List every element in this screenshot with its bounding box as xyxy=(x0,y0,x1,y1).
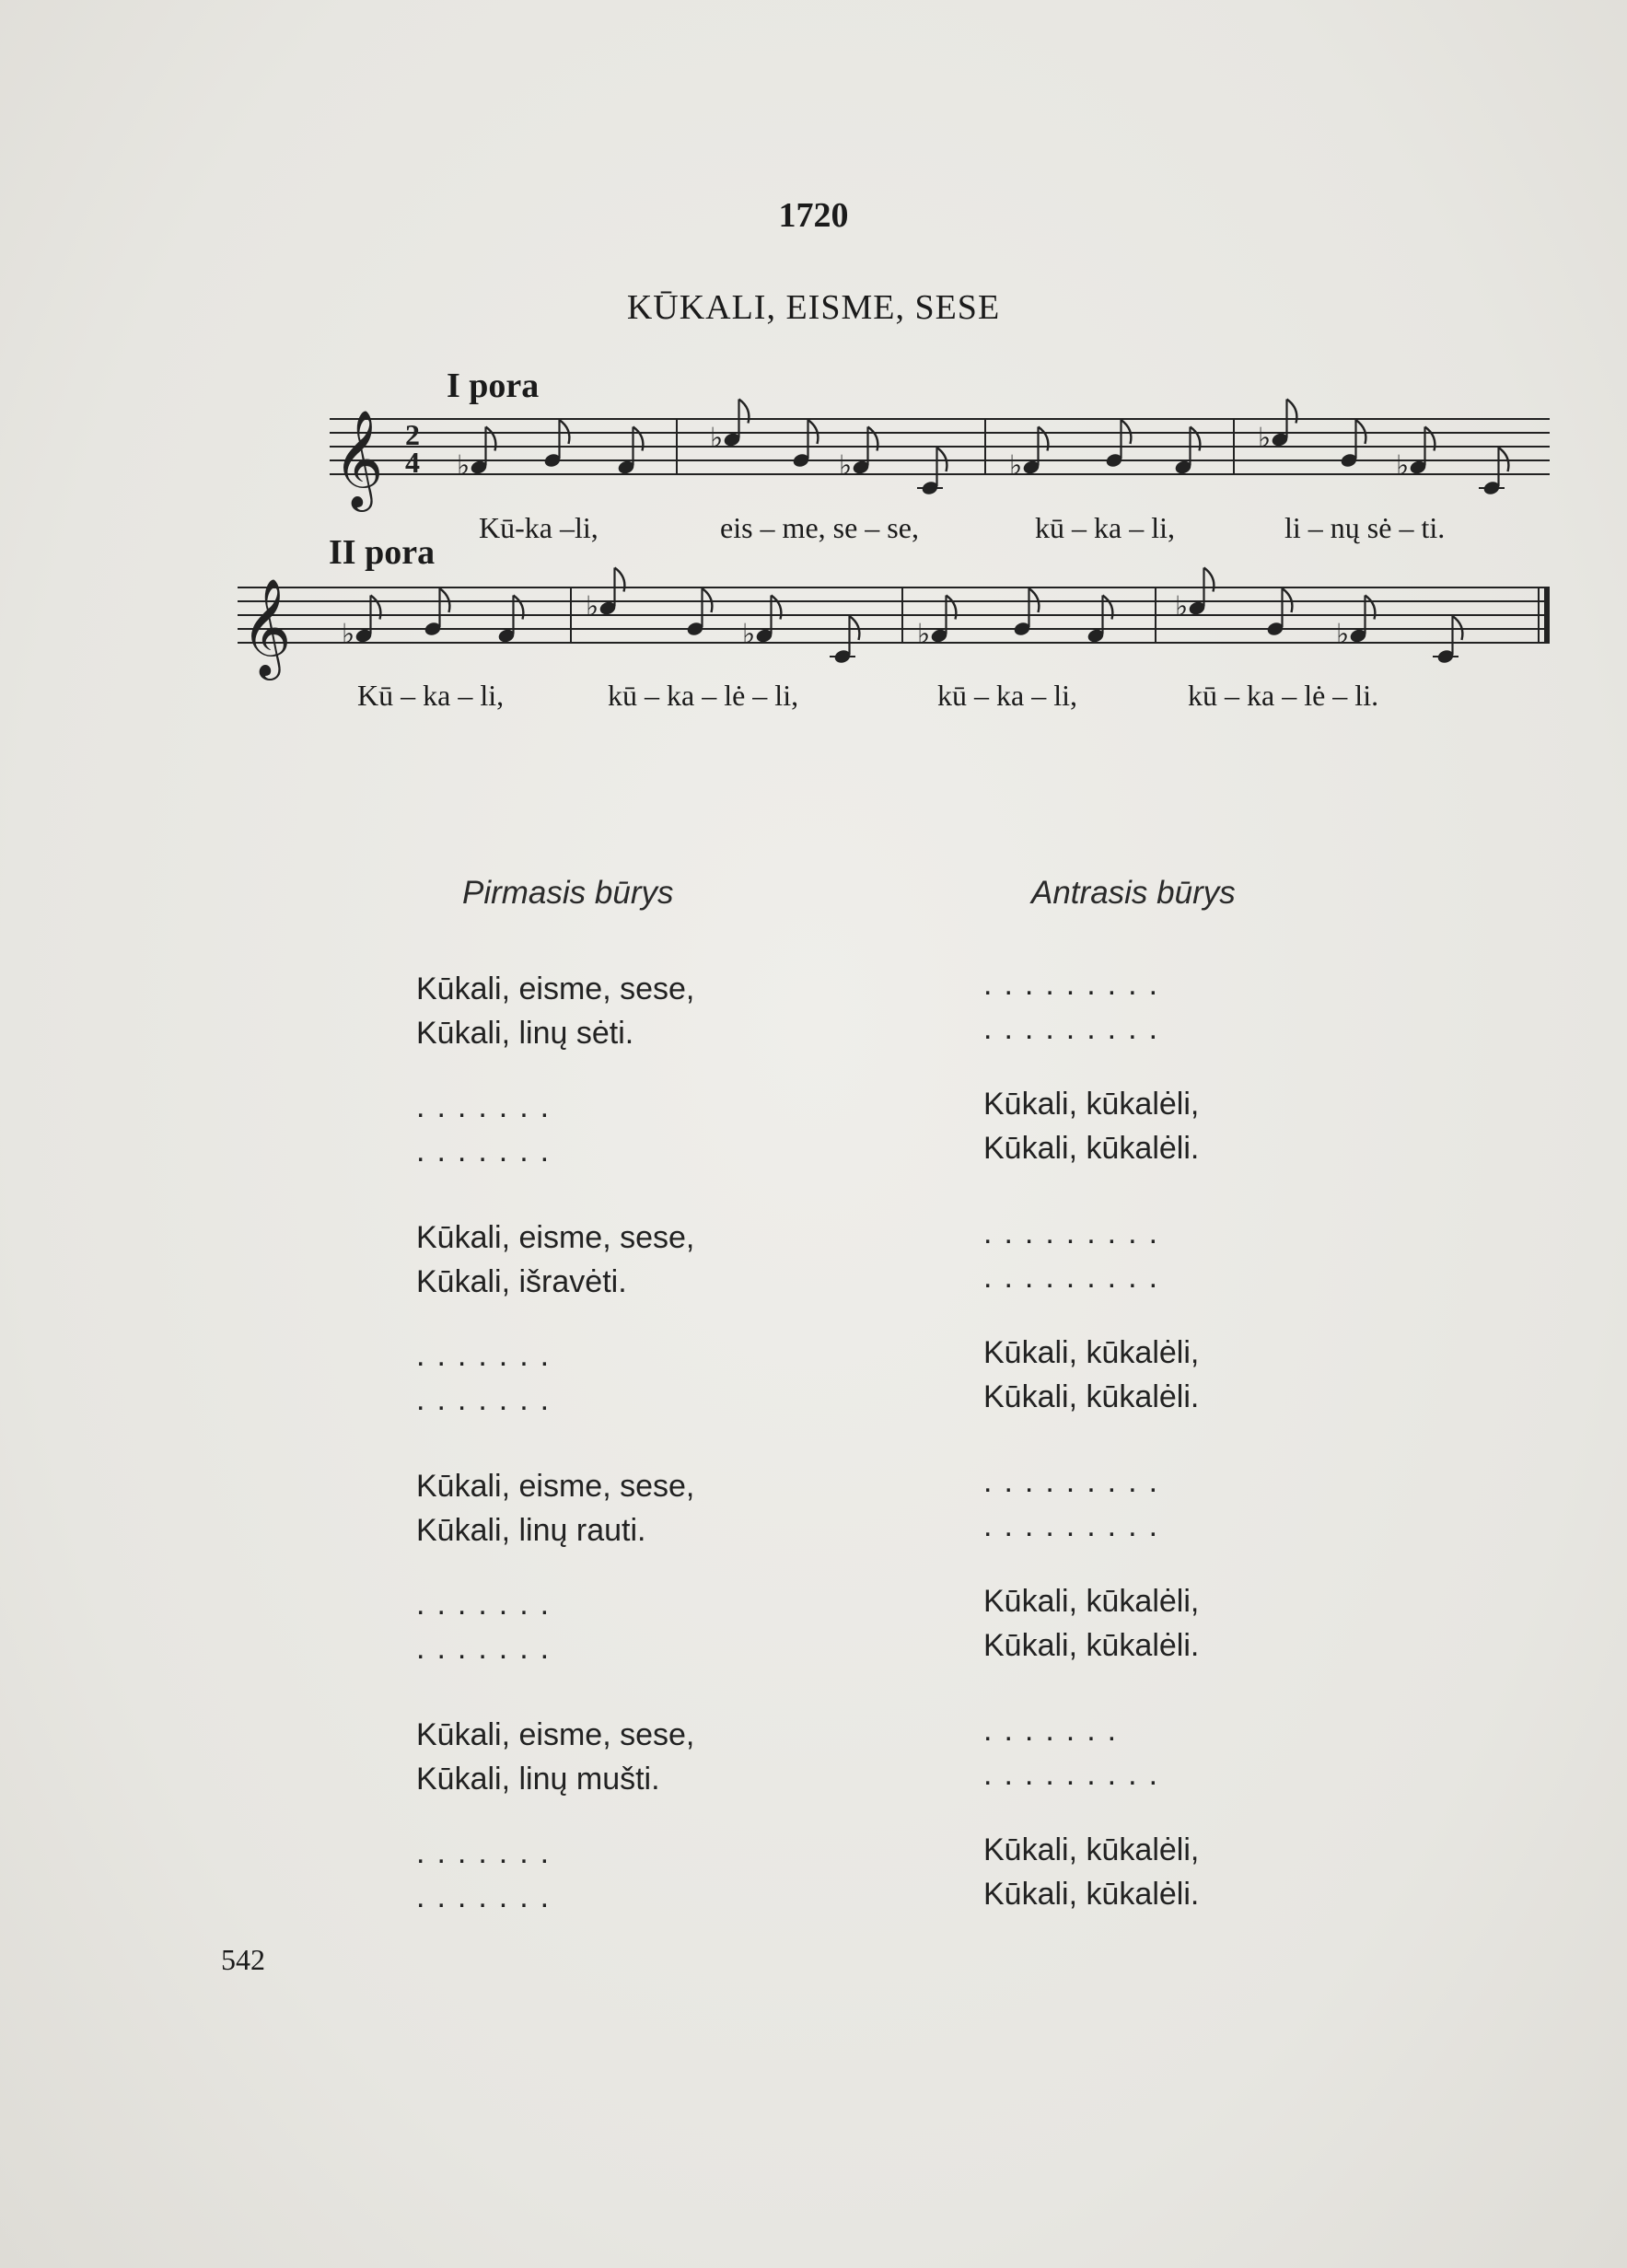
song-title: KŪKALI, EISME, SESE xyxy=(626,288,1001,327)
ellipsis: ......... xyxy=(983,1260,1170,1295)
ellipsis: ......... xyxy=(983,1215,1170,1250)
stanza-4-line-2: Kūkali, linų mušti. xyxy=(416,1762,660,1797)
refrain-line-2: Kūkali, kūkalėli. xyxy=(983,1628,1200,1663)
ellipsis: ....... xyxy=(416,1338,562,1373)
flat-sign: ♭ xyxy=(457,449,471,483)
ellipsis: ......... xyxy=(983,967,1170,1002)
song-number: 1720 xyxy=(778,196,849,235)
ellipsis: ....... xyxy=(983,1713,1129,1748)
staff1-lyric-2: eis – me, se – se, xyxy=(720,511,919,544)
stanza-2-line-2: Kūkali, išravėti. xyxy=(416,1264,627,1299)
flat-sign: ♭ xyxy=(710,422,724,455)
ellipsis: ....... xyxy=(416,1134,562,1169)
ellipsis: ......... xyxy=(983,1508,1170,1543)
treble-clef: 𝄞 xyxy=(241,577,292,676)
staff1-lyric-4: li – nų sė – ti. xyxy=(1284,511,1446,544)
time-signature-top: 2 xyxy=(405,418,420,451)
flat-sign: ♭ xyxy=(586,590,599,623)
pair-2-label: II pora xyxy=(329,533,436,572)
stanza-2-line-1: Kūkali, eisme, sese, xyxy=(416,1220,695,1255)
refrain-line-2: Kūkali, kūkalėli. xyxy=(983,1379,1200,1414)
final-barline-thick xyxy=(1544,587,1550,643)
flat-sign: ♭ xyxy=(917,618,931,651)
flat-sign: ♭ xyxy=(1175,590,1189,623)
staff2-lyric-3: kū – ka – li, xyxy=(937,679,1077,712)
ellipsis: ......... xyxy=(983,1757,1170,1792)
stanza-1-line-1: Kūkali, eisme, sese, xyxy=(416,971,695,1006)
flat-sign: ♭ xyxy=(839,449,853,483)
page-number: 542 xyxy=(221,1943,265,1976)
flat-sign: ♭ xyxy=(342,618,355,651)
ellipsis: ....... xyxy=(416,1631,562,1666)
refrain-line-1: Kūkali, kūkalėli, xyxy=(983,1832,1200,1867)
ellipsis: ......... xyxy=(983,1011,1170,1046)
stanza-1-line-2: Kūkali, linų sėti. xyxy=(416,1016,634,1051)
staff2-lyric-2: kū – ka – lė – li, xyxy=(608,679,799,712)
refrain-line-2: Kūkali, kūkalėli. xyxy=(983,1131,1200,1166)
refrain-line-1: Kūkali, kūkalėli, xyxy=(983,1335,1200,1370)
ellipsis: ....... xyxy=(416,1879,562,1914)
staff1-lyric-1: Kū-ka –li, xyxy=(479,511,599,544)
staff2-lyric-1: Kū – ka – li, xyxy=(357,679,505,712)
time-signature-bottom: 4 xyxy=(405,446,420,479)
stanza-3-line-1: Kūkali, eisme, sese, xyxy=(416,1469,695,1504)
refrain-line-1: Kūkali, kūkalėli, xyxy=(983,1087,1200,1122)
pair-1-label: I pora xyxy=(447,366,540,405)
flat-sign: ♭ xyxy=(742,618,756,651)
flat-sign: ♭ xyxy=(1396,449,1410,483)
ellipsis: ......... xyxy=(983,1464,1170,1499)
staff2-lyric-4: kū – ka – lė – li. xyxy=(1188,679,1379,712)
refrain-line-2: Kūkali, kūkalėli. xyxy=(983,1877,1200,1912)
music-notation xyxy=(0,0,1627,737)
ellipsis: ....... xyxy=(416,1835,562,1870)
first-group-heading: Pirmasis būrys xyxy=(462,875,674,911)
second-group-heading: Antrasis būrys xyxy=(1031,875,1236,911)
treble-clef: 𝄞 xyxy=(333,409,384,507)
flat-sign: ♭ xyxy=(1009,449,1023,483)
flat-sign: ♭ xyxy=(1258,422,1272,455)
ellipsis: ....... xyxy=(416,1382,562,1417)
refrain-line-1: Kūkali, kūkalėli, xyxy=(983,1584,1200,1619)
staff1-lyric-3: kū – ka – li, xyxy=(1035,511,1175,544)
ellipsis: ....... xyxy=(416,1587,562,1622)
flat-sign: ♭ xyxy=(1336,618,1350,651)
ellipsis: ....... xyxy=(416,1089,562,1124)
stanza-4-line-1: Kūkali, eisme, sese, xyxy=(416,1717,695,1752)
stanza-3-line-2: Kūkali, linų rauti. xyxy=(416,1513,646,1548)
